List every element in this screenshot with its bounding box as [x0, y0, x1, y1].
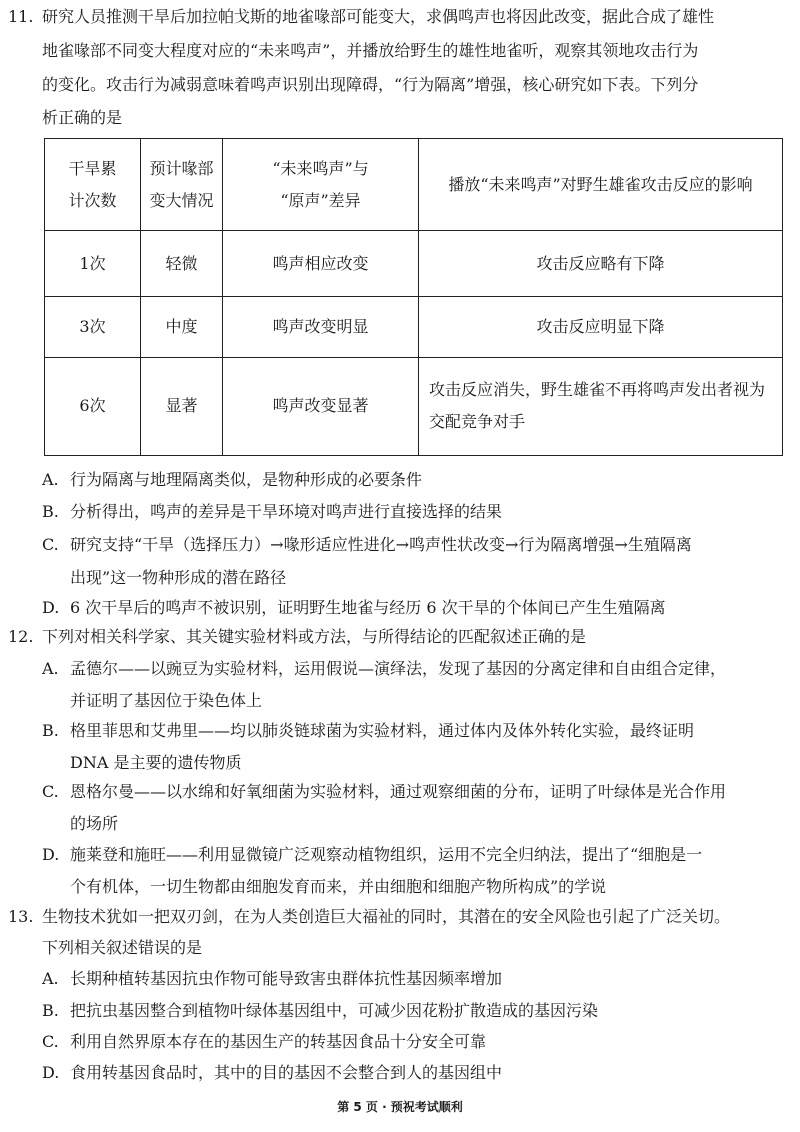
table-cell: 显著 — [141, 357, 223, 455]
option-text: 把抗虫基因整合到植物叶绿体基因组中，可减少因花粉扩散造成的基因污染 — [70, 1001, 599, 1020]
option-label: A. — [42, 969, 59, 988]
question-stem-line: 下列对相关科学家、其关键实验材料或方法，与所得结论的匹配叙述正确的是 — [42, 627, 587, 646]
results-table — [44, 138, 783, 456]
option-label: B. — [42, 721, 59, 740]
table-cell: 中度 — [141, 297, 223, 357]
option-text: 并证明了基因位于染色体上 — [70, 691, 263, 710]
table-cell: 鸣声改变显著 — [223, 357, 419, 455]
table-header: 预计喙部 变大情况 — [141, 139, 223, 231]
option-text: 恩格尔曼——以水绵和好氧细菌为实验材料，通过观察细菌的分布，证明了叶绿体是光合作用 — [70, 782, 727, 801]
table-cell: 轻微 — [141, 231, 223, 297]
question-stem-line: 的变化。攻击行为减弱意味着鸣声识别出现障碍，“行为隔离”增强，核心研究如下表。下列分 — [42, 75, 699, 94]
table-row — [45, 231, 783, 297]
option-text: 利用自然界原本存在的基因生产的转基因食品十分安全可靠 — [70, 1032, 487, 1051]
option-label: A. — [42, 470, 59, 489]
option-label: D. — [42, 598, 60, 617]
option-text: 分析得出，鸣声的差异是干旱环境对鸣声进行直接选择的结果 — [70, 502, 503, 521]
option-text: 个有机体，一切生物都由细胞发育而来，并由细胞和细胞产物所构成”的学说 — [70, 877, 607, 896]
option-label: A. — [42, 659, 59, 678]
question-number: 11. — [8, 7, 34, 26]
option-label: B. — [42, 1001, 59, 1020]
question-stem-line: 析正确的是 — [42, 108, 123, 127]
option-text: DNA 是主要的遗传物质 — [70, 753, 242, 772]
option-text: 的场所 — [70, 814, 119, 833]
table-header: 干旱累 计次数 — [45, 139, 141, 231]
option-text: 格里菲思和艾弗里——均以肺炎链球菌为实验材料，通过体内及体外转化实验，最终证明 — [70, 721, 695, 740]
table-cell: 鸣声改变明显 — [223, 297, 419, 357]
option-label: B. — [42, 502, 59, 521]
option-label: C. — [42, 535, 59, 554]
table-cell: 攻击反应明显下降 — [419, 297, 783, 357]
option-text: 研究支持“干旱（选择压力）→喙形适应性进化→鸣声性状改变→行为隔离增强→生殖隔离 — [70, 535, 692, 554]
question-stem-line: 下列相关叙述错误的是 — [42, 938, 203, 957]
table-row — [45, 357, 783, 455]
option-text: 长期种植转基因抗虫作物可能导致害虫群体抗性基因频率增加 — [70, 969, 503, 988]
table-header: 播放“未来鸣声”对野生雄雀攻击反应的影响 — [419, 139, 783, 231]
table-header: “未来鸣声”与 “原声”差异 — [223, 139, 419, 231]
table-cell: 3次 — [45, 297, 141, 357]
table-cell: 1次 — [45, 231, 141, 297]
table-cell: 攻击反应消失，野生雄雀不再将鸣声发出者视为交配竞争对手 — [419, 357, 783, 455]
option-text: 施莱登和施旺——利用显微镜广泛观察动植物组织，运用不完全归纳法，提出了“细胞是一 — [70, 845, 703, 864]
table-cell: 6次 — [45, 357, 141, 455]
page-footer: 第 5 页 · 预祝考试顺利 — [337, 1100, 463, 1114]
table-cell: 鸣声相应改变 — [223, 231, 419, 297]
option-label: D. — [42, 1063, 60, 1082]
option-label: C. — [42, 1032, 59, 1051]
question-stem-line: 地雀喙部不同变大程度对应的“未来鸣声”，并播放给野生的雄性地雀听，观察其领地攻击行为 — [42, 41, 699, 60]
option-label: D. — [42, 845, 60, 864]
option-label: C. — [42, 782, 59, 801]
option-text: 食用转基因食品时，其中的目的基因不会整合到人的基因组中 — [70, 1063, 503, 1082]
question-number: 12. — [8, 627, 34, 646]
table-row — [45, 297, 783, 357]
option-text: 6 次干旱后的鸣声不被识别，证明野生地雀与经历 6 次干旱的个体间已产生生殖隔离 — [70, 598, 666, 617]
question-number: 13. — [8, 907, 34, 926]
table-cell: 攻击反应略有下降 — [419, 231, 783, 297]
question-stem-line: 生物技术犹如一把双刃剑，在为人类创造巨大福祉的同时，其潜在的安全风险也引起了广泛关切。 — [42, 907, 731, 926]
question-stem-line: 研究人员推测干旱后加拉帕戈斯的地雀喙部可能变大，求偶鸣声也将因此改变，据此合成了雄性 — [42, 7, 715, 26]
table-header-row — [45, 139, 783, 231]
option-text: 行为隔离与地理隔离类似，是物种形成的必要条件 — [70, 470, 423, 489]
option-text: 出现”这一物种形成的潜在路径 — [70, 568, 287, 587]
option-text: 孟德尔——以豌豆为实验材料，运用假说—演绎法，发现了基因的分离定律和自由组合定律， — [70, 659, 727, 678]
